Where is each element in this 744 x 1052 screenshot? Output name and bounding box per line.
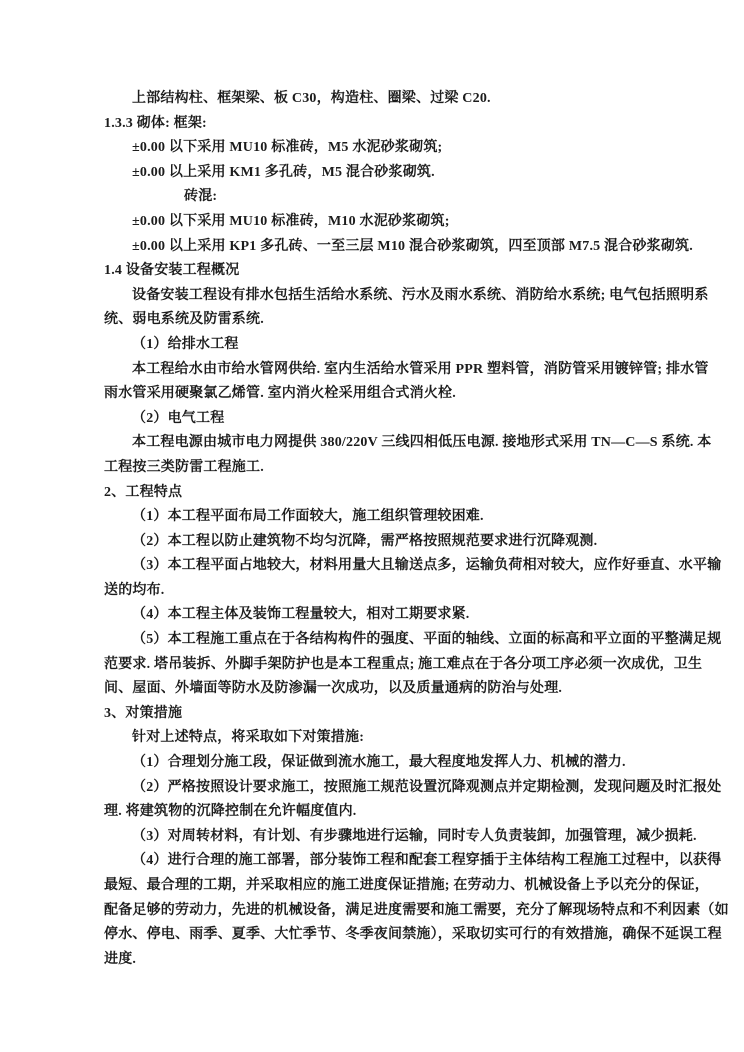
text-line: 进度. [104,951,137,967]
text-line: （4）进行合理的施工部署，部分装饰工程和配套工程穿插于主体结构工程施工过程中，以获得 [132,853,722,869]
text-line: 本工程给水由市给水管网供给. 室内生活给水管采用 PPR 塑料管，消防管采用镀锌管; 排水管 [132,361,709,377]
text-line: 间、屋面、外墙面等防水及防渗漏一次成功，以及质量通病的防治与处理. [104,681,563,697]
text-line: （1）本工程平面布局工作面较大，施工组织管理较困难. [132,509,484,525]
text-line: 1.4 设备安装工程概况 [104,263,240,279]
text-line: （1）合理划分施工段，保证做到流水施工，最大程度地发挥人力、机械的潜力. [132,755,626,771]
text-line: ±0.00 以上采用 KP1 多孔砖、一至三层 M10 混合砂浆砌筑，四至顶部 M7.5 混合砂浆砌筑. [132,238,693,254]
text-line: 理. 将建筑物的沉降控制在允许幅度值内. [104,804,357,820]
text-line: ±0.00 以下采用 MU10 标准砖，M10 水泥砂浆砌筑; [132,213,450,229]
text-line: ±0.00 以上采用 KM1 多孔砖，M5 混合砂浆砌筑. [132,164,435,180]
text-line: 范要求. 塔吊装拆、外脚手架防护也是本工程重点; 施工难点在于各分项工序必须一次成优，卫生 [104,656,703,672]
text-line: 停水、停电、雨季、夏季、大忙季节、冬季夜间禁施），采取切实可行的有效措施，确保不延误工程 [104,927,722,943]
document-text-body [104,87,729,972]
text-line: 本工程电源由城市电力网提供 380/220V 三线四相低压电源. 接地形式采用 TN—C—S 系统. 本 [132,435,712,451]
text-line: （1）给排水工程 [132,336,239,352]
text-line: （2）本工程以防止建筑物不均匀沉降，需严格按照规范要求进行沉降观测. [132,533,598,549]
text-line: 最短、最合理的工期，并采取相应的施工进度保证措施; 在劳动力、机械设备上予以充分的保证， [104,878,709,893]
text-line: （5）本工程施工重点在于各结构构件的强度、平面的轴线、立面的标高和平立面的平整满足规 [132,632,722,648]
text-line: 3、对策措施 [104,705,183,721]
text-line: （3）本工程平面占地较大，材料用量大且输送点多，运输负荷相对较大，应作好垂直、水平输 [132,558,722,574]
text-line: 配备足够的劳动力，先进的机械设备，满足进度需要和施工需要，充分了解现场特点和不利因素（如 [104,902,729,918]
text-line: 砖混: [184,189,218,205]
text-line: （3）对周转材料，有计划、有步骤地进行运输，同时专人负责装卸，加强管理，减少损耗. [132,828,697,844]
text-line: 雨水管采用硬聚氯乙烯管. 室内消火栓采用组合式消火栓. [104,386,456,402]
text-line: 2、工程特点 [104,484,183,500]
text-line: 设备安装工程设有排水包括生活给水系统、污水及雨水系统、消防给水系统; 电气包括照明系 [132,287,709,303]
text-line: ±0.00 以下采用 MU10 标准砖，M5 水泥砂浆砌筑; [132,140,443,156]
text-line: （4）本工程主体及装饰工程量较大，相对工期要求紧. [132,607,470,623]
text-line: 统、弱电系统及防雷系统. [104,312,264,328]
text-line: 工程按三类防雷工程施工. [104,459,264,475]
text-line: （2）严格按照设计要求施工，按照施工规范设置沉降观测点并定期检测，发现问题及时汇报处 [132,779,722,795]
text-line: （2）电气工程 [132,410,225,426]
text-line: 1.3.3 砌体: 框架: [104,115,207,131]
text-line: 送的均布. [104,582,165,598]
text-line: 针对上述特点，将采取如下对策措施: [132,730,365,746]
text-line: 上部结构柱、框架梁、板 C30，构造柱、圈梁、过梁 C20. [132,91,491,106]
